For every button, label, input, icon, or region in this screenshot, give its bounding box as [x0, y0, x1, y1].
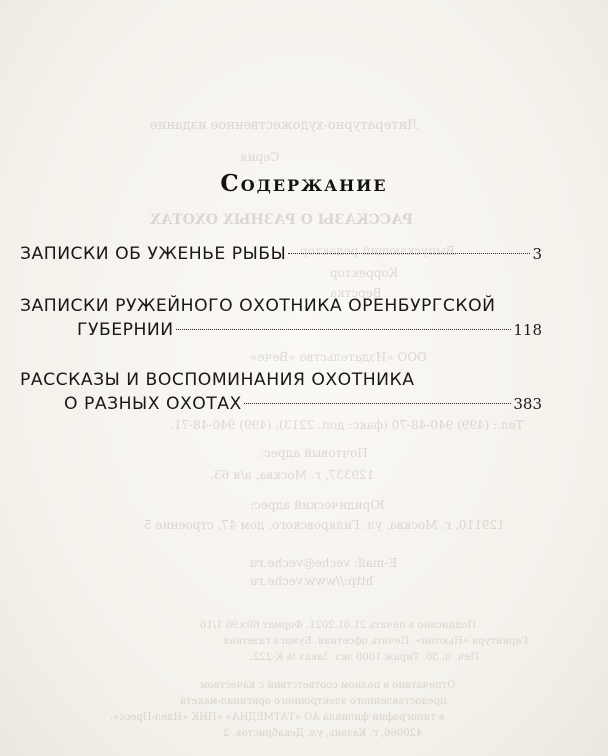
- toc-page-number: 3: [532, 245, 542, 263]
- toc-entry-title-line: ЗАПИСКИ РУЖЕЙНОГО ОХОТНИКА ОРЕНБУРГСКОЙ: [20, 296, 496, 316]
- toc-entry-row: [77, 318, 542, 342]
- dot-leader: [244, 403, 512, 404]
- toc-entry-title-line: ЗАПИСКИ ОБ УЖЕНЬЕ РЫБЫ: [20, 244, 287, 264]
- toc-page-number: 383: [513, 395, 542, 413]
- dot-leader: [176, 329, 512, 330]
- page-title: Содержание: [220, 170, 388, 197]
- toc-entry-title-line: ГУБЕРНИИ: [77, 320, 174, 340]
- toc-entry-title-line: РАССКАЗЫ И ВОСПОМИНАНИЯ ОХОТНИКА: [20, 370, 415, 390]
- toc-entry-row: [20, 242, 542, 266]
- dot-leader: [288, 253, 530, 254]
- show-through-imprint: Литературно-художественное издание Серия РАССКАЗЫ О РАЗНЫХ ОХОТАХ Выпускающий редактор Корректор Верстка ООО «Издательство «Вече» Тел.: (499) 940-48-70 (факс: доп. 2213), (499) 940-48-71. Почтовый адрес: 129337, г. Москва, а/я 63. Юридический адрес: 129110, г. Москва, ул. Гиляровского, дом 47, строение 5. E-mail: veche@veche.ru http://www.veche.ru Подписано в печать 21.01.2021. Формат 60×90 1/16 Гарнитура «Ньютон». Печать офсетная. Бумага газетная. Печ. л. 30. Тираж 1000 экз. Заказ № К-222. Отпечатано в полном соответствии с качеством предоставленного электронного оригинал-макета в типографии филиала АО «ТАТМЕДИА» «ПИК «Идел-Пресс». 420066, г. Казань, ул. Декабристов, 2.: [110, 118, 529, 739]
- toc-entry-row: [64, 392, 542, 416]
- toc-entry-title-line: О РАЗНЫХ ОХОТАХ: [64, 394, 242, 414]
- toc-page-number: 118: [513, 321, 542, 339]
